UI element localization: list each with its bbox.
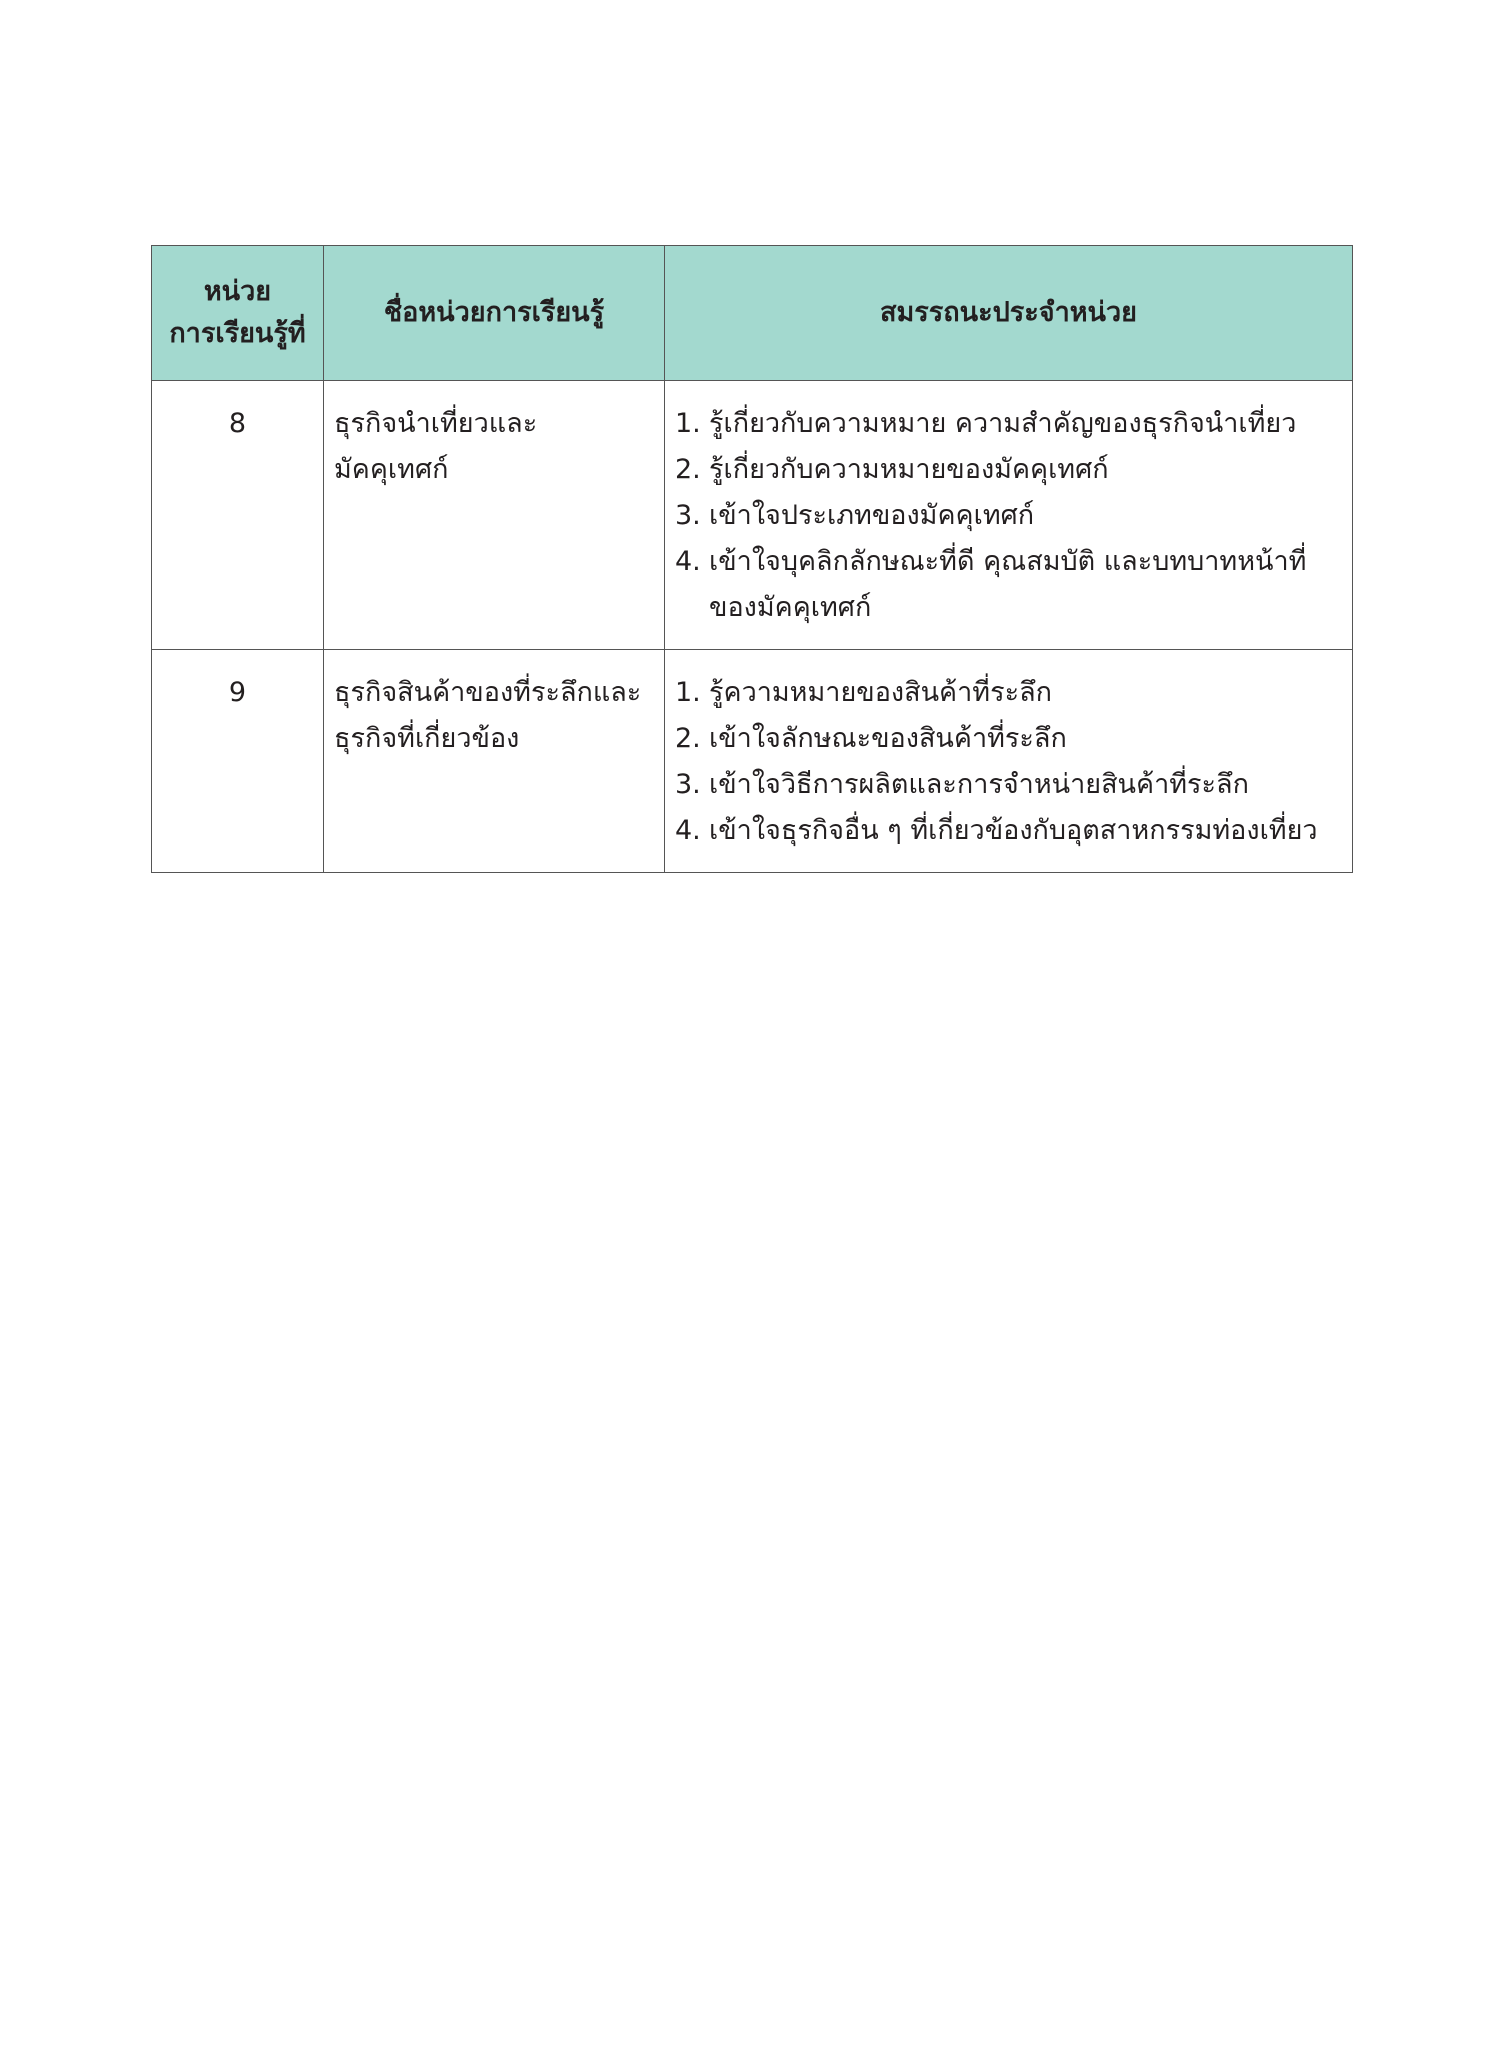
competency-cell xyxy=(665,381,1353,650)
unit-name-line: ธุรกิจที่เกี่ยวข้อง xyxy=(334,723,520,754)
unit-name-cell xyxy=(324,381,665,650)
header-unit-number-line: การเรียนรู้ที่ xyxy=(169,318,306,349)
competency-item xyxy=(675,716,1342,762)
competency-text xyxy=(709,670,1342,716)
competency-number: 2. xyxy=(675,454,701,485)
competency-item xyxy=(675,401,1342,447)
table-header-row xyxy=(152,246,1353,381)
unit-name-line: ธุรกิจนำเที่ยวและ xyxy=(334,408,538,439)
competency-number: 3. xyxy=(675,769,701,800)
competency-text-line: เข้าใจวิธีการผลิตและการจำหน่ายสินค้าที่ระลึก xyxy=(709,769,1249,800)
competency-number: 1. xyxy=(675,408,701,439)
competency-text-line: เข้าใจธุรกิจอื่น ๆ ที่เกี่ยวข้องกับอุตสาหกรรมท่องเที่ยว xyxy=(709,815,1318,846)
unit-name-line: มัคคุเทศก์ xyxy=(334,454,449,485)
competency-cell xyxy=(665,650,1353,873)
competency-text xyxy=(709,762,1342,808)
competency-text-line: รู้เกี่ยวกับความหมายของมัคคุเทศก์ xyxy=(709,454,1109,485)
competency-number: 4. xyxy=(675,815,701,846)
learning-units-table xyxy=(151,245,1353,873)
competency-text xyxy=(709,808,1342,854)
competency-item xyxy=(675,808,1342,854)
header-unit-number-line: หน่วย xyxy=(203,276,272,307)
competency-text xyxy=(709,447,1342,493)
unit-number-cell: 9 xyxy=(152,650,324,873)
header-unit-number xyxy=(152,246,324,381)
competency-text-line: เข้าใจประเภทของมัคคุเทศก์ xyxy=(709,500,1035,531)
competency-item xyxy=(675,539,1342,631)
competency-item xyxy=(675,447,1342,493)
competency-item xyxy=(675,670,1342,716)
competency-text-line: รู้เกี่ยวกับความหมาย ความสำคัญของธุรกิจนำเที่ยว xyxy=(709,408,1297,439)
competency-text-line: ของมัคคุเทศก์ xyxy=(709,592,872,623)
table-row xyxy=(152,650,1353,873)
competency-text xyxy=(709,401,1342,447)
unit-name-cell xyxy=(324,650,665,873)
header-competency: สมรรถนะประจำหน่วย xyxy=(665,246,1353,381)
competency-item xyxy=(675,762,1342,808)
competency-text-line: รู้ความหมายของสินค้าที่ระลึก xyxy=(709,677,1052,708)
competency-number: 4. xyxy=(675,546,701,577)
table-row xyxy=(152,381,1353,650)
competency-text-line: เข้าใจบุคลิกลักษณะที่ดี คุณสมบัติ และบทบาทหน้าที่ xyxy=(709,546,1307,577)
unit-name-line: ธุรกิจสินค้าของที่ระลึกและ xyxy=(334,677,642,708)
competency-number: 1. xyxy=(675,677,701,708)
header-unit-name: ชื่อหน่วยการเรียนรู้ xyxy=(324,246,665,381)
competency-text-line: เข้าใจลักษณะของสินค้าที่ระลึก xyxy=(709,723,1067,754)
unit-number-cell: 8 xyxy=(152,381,324,650)
competency-item xyxy=(675,493,1342,539)
competency-text xyxy=(709,716,1342,762)
competency-text xyxy=(709,493,1342,539)
competency-list xyxy=(675,401,1342,631)
competency-text xyxy=(709,539,1342,631)
competency-list xyxy=(675,670,1342,854)
competency-number: 2. xyxy=(675,723,701,754)
competency-number: 3. xyxy=(675,500,701,531)
